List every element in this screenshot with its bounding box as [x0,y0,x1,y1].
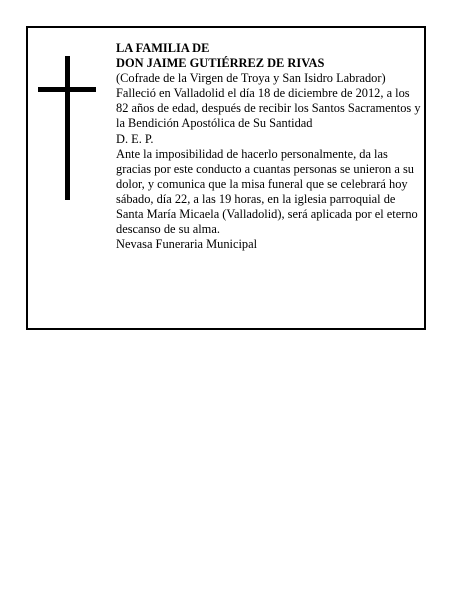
rip: D. E. P. [116,131,154,146]
funeral-home: Nevasa Funeraria Municipal [116,237,258,252]
family-line: LA FAMILIA DE [116,41,210,55]
affiliation: (Cofrade de la Virgen de Troya y San Isidro Labrador) [116,71,386,86]
notice-text [116,41,422,252]
cross-icon [38,56,96,200]
obituary-notice [26,26,426,330]
cross-horizontal-bar [38,87,96,92]
funeral-paragraph: Ante la imposibilidad de hacerlo personalmente, da las gracias por este conducto a cuantas personas se unieron a su dolor, y comunica que la misa funeral que se celebrará hoy sábado, día 22, a las 19 horas, en la iglesia parroquial de Santa María Micaela (Valladolid), será aplicada por el eterno descanso de su alma. [116,146,418,237]
cross-vertical-bar [65,56,70,200]
deceased-name: DON JAIME GUTIÉRREZ DE RIVAS [116,56,325,71]
death-paragraph: Falleció en Valladolid el día 18 de diciembre de 2012, a los 82 años de edad, después de recibir los Santos Sacramentos y la Bendición Apostólica de Su Santidad [116,86,421,131]
